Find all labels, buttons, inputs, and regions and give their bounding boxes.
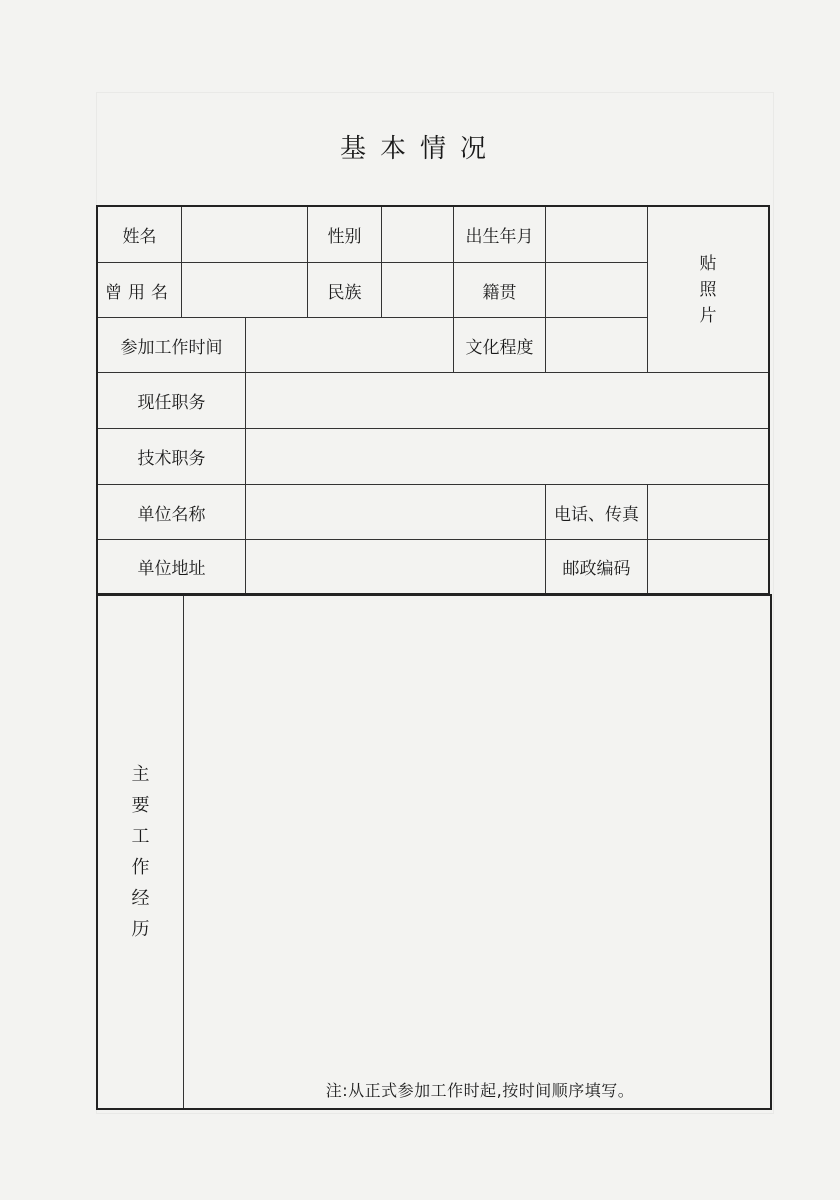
label-gender: 性别: [308, 207, 382, 263]
work-experience-section: [96, 594, 772, 1110]
ethnicity-field[interactable]: [382, 263, 454, 318]
birth-field[interactable]: [546, 207, 648, 263]
label-native-place: 籍贯: [454, 263, 546, 318]
label-postcode: 邮政编码: [546, 540, 648, 593]
photo-char-2: 照: [699, 279, 717, 300]
label-unit-name: 单位名称: [98, 485, 246, 540]
work-label-char-2: 要: [131, 795, 150, 816]
label-name: 姓名: [98, 207, 182, 263]
label-former-name: 曾用名: [98, 263, 182, 318]
current-post-field[interactable]: [246, 373, 768, 429]
label-current-post: 现任职务: [98, 373, 246, 429]
gender-field[interactable]: [382, 207, 454, 263]
label-unit-address: 单位地址: [98, 540, 246, 593]
label-work-start: 参加工作时间: [98, 318, 246, 373]
basic-info-table: [96, 205, 770, 595]
footnote: 注:从正式参加工作时起,按时间顺序填写。: [325, 1081, 635, 1100]
work-label-char-4: 作: [131, 857, 150, 878]
native-place-field[interactable]: [546, 263, 648, 318]
photo-box: [648, 207, 768, 373]
tech-post-field[interactable]: [246, 429, 768, 485]
page-title: 基本情况: [339, 134, 500, 164]
label-birth: 出生年月: [454, 207, 546, 263]
phone-fax-field[interactable]: [648, 485, 768, 540]
label-ethnicity: 民族: [308, 263, 382, 318]
work-label-char-1: 主: [131, 764, 150, 785]
work-experience-field[interactable]: [184, 596, 770, 1108]
postcode-field[interactable]: [648, 540, 768, 593]
photo-char-1: 贴: [699, 253, 717, 274]
work-experience-label: [98, 596, 184, 1108]
label-tech-post: 技术职务: [98, 429, 246, 485]
label-education: 文化程度: [454, 318, 546, 373]
work-label-char-3: 工: [131, 826, 150, 847]
work-label-char-5: 经: [131, 888, 150, 909]
label-phone-fax: 电话、传真: [546, 485, 648, 540]
work-label-char-6: 历: [131, 919, 150, 940]
unit-name-field[interactable]: [246, 485, 546, 540]
education-field[interactable]: [546, 318, 648, 373]
former-name-field[interactable]: [182, 263, 308, 318]
photo-char-3: 片: [699, 305, 717, 326]
name-field[interactable]: [182, 207, 308, 263]
unit-address-field[interactable]: [246, 540, 546, 593]
work-start-field[interactable]: [246, 318, 454, 373]
